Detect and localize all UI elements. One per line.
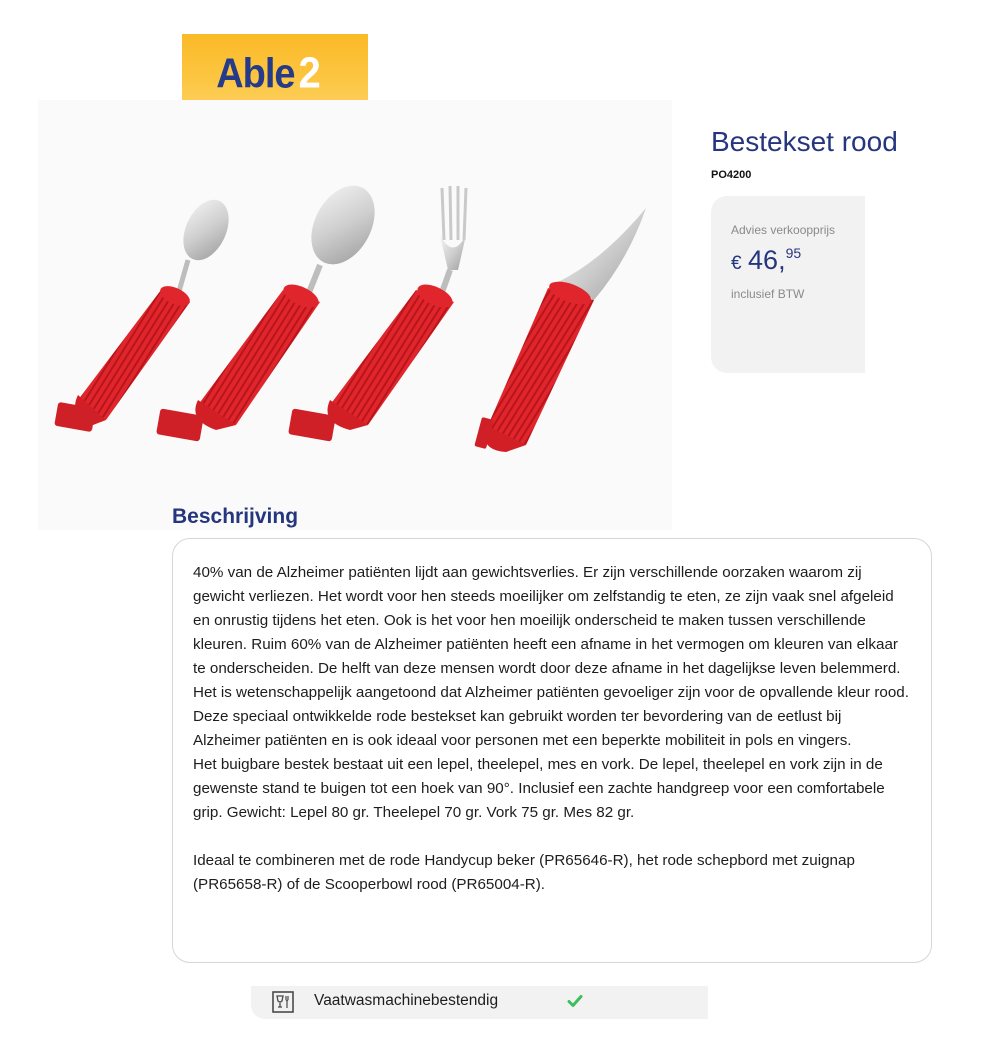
price-value xyxy=(731,245,801,276)
logo-text: Able 2 xyxy=(216,48,320,97)
knife-illustration xyxy=(474,208,646,452)
description-panel xyxy=(172,538,932,963)
price-cents: 95 xyxy=(785,245,802,261)
description-heading: Beschrijving xyxy=(172,505,299,528)
price-vat-note: inclusief BTW xyxy=(731,287,805,301)
description-paragraph: 40% van de Alzheimer patiënten lijdt aan gewichtsverlies. Er zijn verschillende oorzaken waarom zij gewicht verliezen. Het wordt voor hen steeds moeilijker om zelfstandig te eten, ze zijn vaak snel afgeleid en onrustig tijdens het eten. Ook is het voor hen moeilijk onderscheid te maken tussen verschillende kleuren. Ruim 60% van de Alzheimer patiënten heeft een afname in het vermogen om kleuren van elkaar te onderscheiden. De helft van deze mensen wordt door deze afname in het dagelijkse leven belemmerd. xyxy=(193,564,901,677)
price-currency: € xyxy=(731,253,742,274)
feature-row-dishwasher-safe xyxy=(251,986,708,1019)
product-sku: PO4200 xyxy=(711,169,752,181)
dishwasher-safe-icon xyxy=(272,991,294,1013)
price-whole: 46, xyxy=(748,245,786,275)
price-panel xyxy=(711,196,865,373)
paragraph-spacer xyxy=(193,825,911,849)
feature-label: Vaatwasmachinebestendig xyxy=(314,992,499,1009)
description-paragraph: Deze speciaal ontwikkelde rode bestekset kan gebruikt worden ter bevordering van de eetlust bij Alzheimer patiënten en is ook ideaal voor personen met een beperkte mobiliteit in pols en vingers. xyxy=(193,708,852,749)
description-paragraph: Ideaal te combineren met de rode Handycup beker (PR65646-R), het rode schepbord met zuignap (PR65658-R) of de Scooperbowl rood (PR65004-R). xyxy=(193,852,855,893)
product-title: Bestekset rood xyxy=(711,126,898,157)
description-paragraph: Het buigbare bestek bestaat uit een lepel, theelepel, mes en vork. De lepel, theelepel en vork zijn in de gewenste stand te buigen tot een hoek van 90°. Inclusief een zachte handgreep voor een comfortabele grip. Gewicht: Lepel 80 gr. Theelepel 70 gr. Vork 75 gr. Mes 82 gr. xyxy=(193,756,885,821)
product-image xyxy=(38,100,672,530)
check-icon xyxy=(567,993,583,1009)
description-paragraph: Het is wetenschappelijk aangetoond dat Alzheimer patiënten gevoeliger zijn voor de opvallende kleur rood. xyxy=(193,684,909,701)
price-label: Advies verkoopprijs xyxy=(731,223,836,237)
